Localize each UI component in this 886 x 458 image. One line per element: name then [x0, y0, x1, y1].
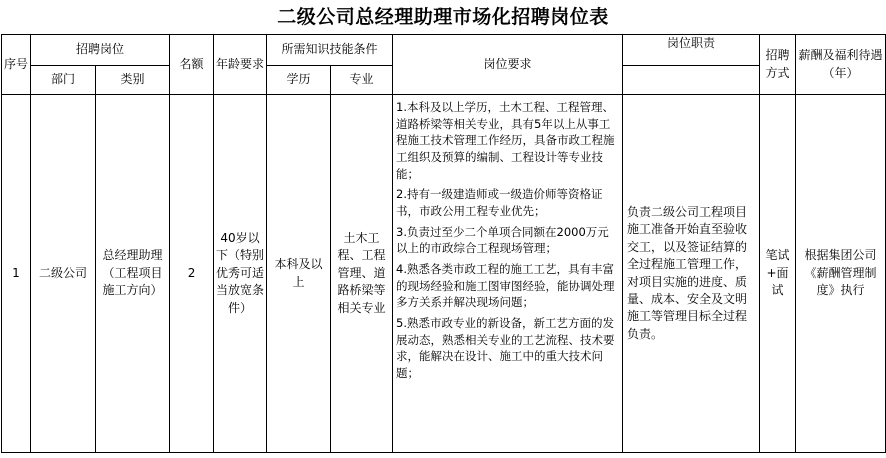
- header-quota: 名额: [170, 35, 214, 95]
- cell-requirements: [393, 95, 623, 453]
- requirement-item: 3.负责过至少二个单项合同额在2000万元以上的市政综合工程现场管理；: [396, 224, 609, 256]
- requirement-item: 5.熟悉市政专业的新设备，新工艺方面的发展动态，熟悉相关专业的工艺流程、技术要求，能解决在设计、施工中的重大技术问题；: [396, 316, 615, 381]
- header-seq: 序号: [2, 35, 31, 95]
- header-row-1: [2, 35, 886, 66]
- cell-duties: 负责二级公司工程项目施工准备开始直至验收交工，以及签证结算的全过程施工管理工作，对项目实施的进度、质量、成本、安全及文明施工等管理目标全过程负责。: [623, 95, 760, 453]
- header-category: 类别: [96, 66, 170, 95]
- cell-age: 40岁以下（特别优秀可适当放宽条件）: [214, 95, 267, 453]
- requirement-item: 4.熟悉各类市政工程的施工工艺，具有丰富的现场经验和施工图审图经验，能协调处理多方关系并解决现场问题；: [396, 262, 615, 310]
- cell-major: 土木工程、工程管理、道路桥梁等相关专业: [331, 95, 393, 453]
- cell-education: 本科及以上: [267, 95, 331, 453]
- cell-seq: 1: [2, 95, 31, 453]
- cell-quota: 2: [170, 95, 214, 453]
- header-department: 部门: [31, 66, 96, 95]
- cell-salary: 根据集团公司《薪酬管理制度》执行: [796, 95, 886, 453]
- header-duties: 岗位职责: [623, 35, 760, 66]
- header-knowledge-group: 所需知识技能条件: [267, 35, 393, 66]
- table-row: [2, 95, 886, 453]
- header-salary: 薪酬及福利待遇（年）: [796, 35, 886, 95]
- requirement-item: 2.持有一级建造师或一级造价师等资格证书，市政公用工程专业优先；: [396, 187, 603, 219]
- cell-category: 总经理助理（工程项目施工方向）: [96, 95, 170, 453]
- requirement-item: 1.本科及以上学历，土木工程、工程管理、道路桥梁等相关专业，具有5年以上从事工程施工技术管理工作经历，具备市政工程施工组织及预算的编制、工程设计等专业技能；: [396, 100, 615, 181]
- cell-department: 二级公司: [31, 95, 96, 453]
- cell-method: 笔试+面试: [760, 95, 796, 453]
- page-title: 二级公司总经理助理市场化招聘岗位表: [277, 6, 609, 28]
- recruitment-table: [1, 34, 886, 453]
- header-major: 专业: [331, 66, 393, 95]
- header-age: 年龄要求: [214, 35, 267, 95]
- header-requirements: 岗位要求: [393, 35, 623, 95]
- header-method: 招聘方式: [760, 35, 796, 95]
- header-education: 学历: [267, 66, 331, 95]
- header-duties-spacer: [623, 66, 760, 95]
- header-position-group: 招聘岗位: [31, 35, 170, 66]
